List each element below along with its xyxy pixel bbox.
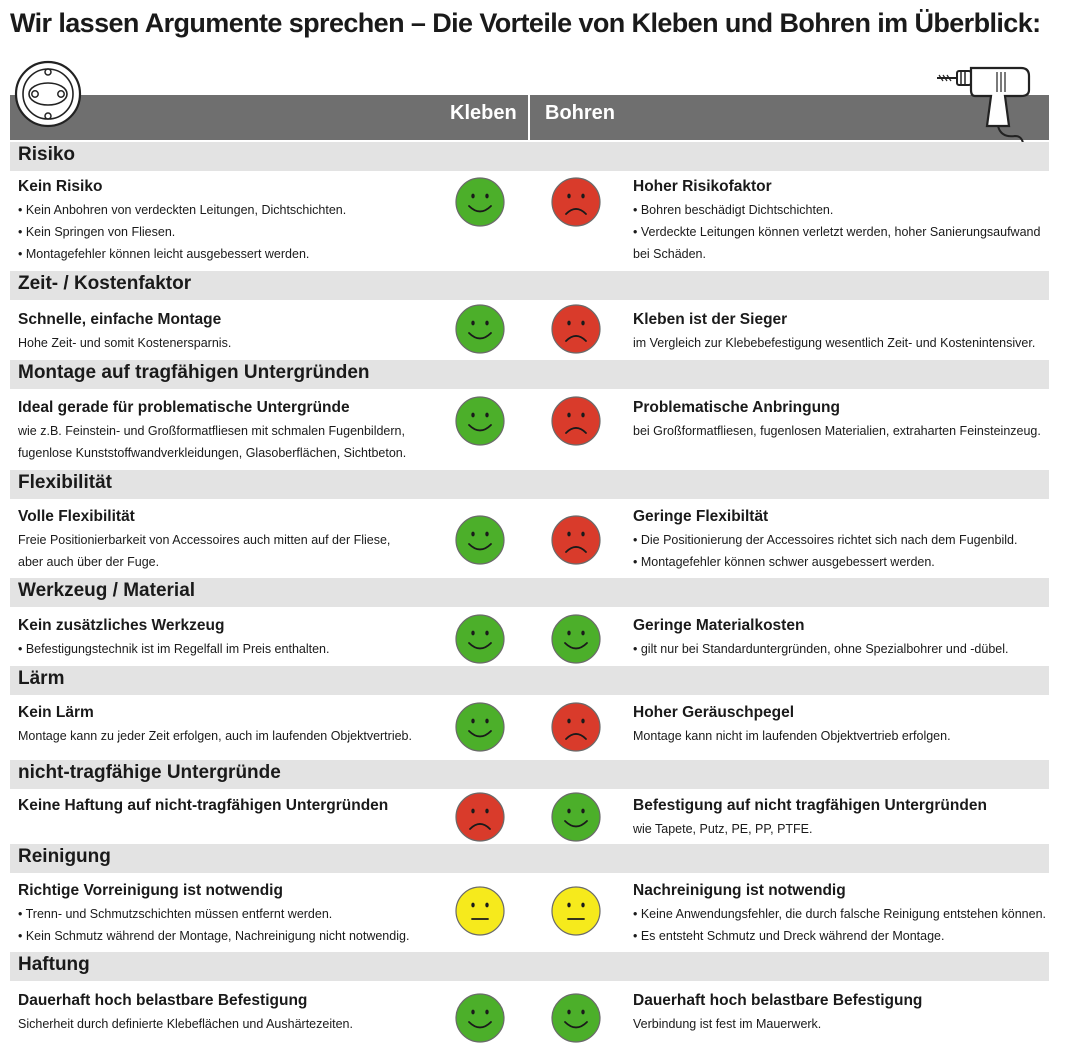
category-row [10, 952, 1049, 981]
category-label: Risiko [18, 144, 76, 165]
category-label: Werkzeug / Material [18, 580, 196, 601]
right-title: Dauerhaft hoch belastbare Befestigung [633, 992, 923, 1009]
category-row [10, 844, 1049, 873]
category-label: Lärm [18, 668, 65, 689]
left-title: Keine Haftung auf nicht-tragfähigen Untergründen [18, 797, 389, 814]
adhesive-disc-icon [14, 60, 82, 128]
neutral-face-icon [455, 886, 505, 936]
right-title: Geringe Materialkosten [633, 617, 805, 634]
left-title: Richtige Vorreinigung ist notwendig [18, 882, 283, 899]
right-column [633, 797, 987, 840]
header-divider [528, 95, 530, 140]
left-title: Ideal gerade für problematische Untergründe [18, 399, 350, 416]
header-bohren: Bohren [545, 102, 615, 124]
category-label: nicht-tragfähige Untergründe [18, 762, 281, 783]
left-text-line: • Befestigungstechnik ist im Regelfall im Preis enthalten. [18, 642, 330, 656]
left-text-line: • Kein Springen von Fliesen. [18, 225, 176, 239]
left-title: Schnelle, einfache Montage [18, 311, 222, 328]
happy-face-icon [455, 396, 505, 446]
left-text-line: Freie Positionierbarkeit von Accessoires auch mitten auf der Fliese, [18, 533, 391, 547]
right-column [633, 311, 1035, 354]
right-title: Geringe Flexibiltät [633, 508, 769, 525]
neutral-face-icon [551, 886, 601, 936]
left-text-line: • Trenn- und Schmutzschichten müssen entfernt werden. [18, 907, 333, 921]
right-text-line: bei Großformatfliesen, fugenlosen Materialien, extraharten Feinsteinzeug. [633, 424, 1041, 438]
left-column [18, 992, 353, 1035]
right-text-line: wie Tapete, Putz, PE, PP, PTFE. [633, 822, 813, 836]
left-text-line: fugenlose Kunststoffwandverkleidungen, Glasoberflächen, Sichtbeton. [18, 446, 407, 460]
left-column [18, 617, 329, 660]
left-column [18, 178, 346, 265]
right-title: Kleben ist der Sieger [633, 311, 788, 328]
left-column [18, 311, 231, 354]
category-label: Reinigung [18, 846, 111, 867]
happy-face-icon [455, 702, 505, 752]
right-text-line: • Verdeckte Leitungen können verletzt werden, hoher Sanierungsaufwand [633, 225, 1041, 239]
right-text-line: • Bohren beschädigt Dichtschichten. [633, 203, 834, 217]
right-column [633, 399, 1041, 442]
category-row [10, 360, 1049, 389]
sad-face-icon [551, 702, 601, 752]
header-kleben: Kleben [450, 102, 517, 124]
category-row [10, 142, 1049, 171]
happy-face-icon [455, 515, 505, 565]
category-label: Flexibilität [18, 472, 112, 493]
left-text-line: Sicherheit durch definierte Klebeflächen und Aushärtezeiten. [18, 1017, 353, 1031]
right-text-line: • gilt nur bei Standarduntergründen, ohne Spezialbohrer und -dübel. [633, 642, 1009, 656]
right-title: Problematische Anbringung [633, 399, 840, 416]
right-column [633, 882, 1046, 947]
right-title: Hoher Geräuschpegel [633, 704, 795, 721]
page-title: Wir lassen Argumente sprechen – Die Vorteile von Kleben und Bohren im Überblick: [10, 8, 1041, 38]
right-text-line: im Vergleich zur Klebebefestigung wesentlich Zeit- und Kostenintensiver. [633, 336, 1036, 350]
left-text-line: Montage kann zu jeder Zeit erfolgen, auch im laufenden Objektvertrieb. [18, 729, 412, 743]
right-text-line: bei Schäden. [633, 247, 706, 261]
right-text-line: • Montagefehler können schwer ausgebessert werden. [633, 555, 935, 569]
category-row [10, 578, 1049, 607]
left-text-line: wie z.B. Feinstein- und Großformatfliesen mit schmalen Fugenbildern, [18, 424, 405, 438]
left-title: Kein zusätzliches Werkzeug [18, 617, 225, 634]
category-label: Zeit- / Kostenfaktor [18, 273, 192, 294]
right-column [633, 992, 922, 1035]
right-title: Nachreinigung ist notwendig [633, 882, 846, 899]
happy-face-icon [551, 792, 601, 842]
category-row [10, 666, 1049, 695]
right-text-line: Montage kann nicht im laufenden Objektvertrieb erfolgen. [633, 729, 951, 743]
drill-icon [935, 66, 1039, 154]
left-column [18, 399, 406, 464]
sad-face-icon [551, 396, 601, 446]
left-text-line: • Montagefehler können leicht ausgebessert werden. [18, 247, 310, 261]
right-text-line: • Es entsteht Schmutz und Dreck während der Montage. [633, 929, 945, 943]
left-title: Dauerhaft hoch belastbare Befestigung [18, 992, 308, 1009]
right-column [633, 178, 1040, 265]
left-title: Kein Risiko [18, 178, 103, 195]
category-label: Montage auf tragfähigen Untergründen [18, 362, 370, 383]
sad-face-icon [551, 515, 601, 565]
right-text-line: Verbindung ist fest im Mauerwerk. [633, 1017, 822, 1031]
left-text-line: Hohe Zeit- und somit Kostenersparnis. [18, 336, 232, 350]
sad-face-icon [551, 304, 601, 354]
left-column [18, 797, 388, 818]
happy-face-icon [455, 304, 505, 354]
right-title: Befestigung auf nicht tragfähigen Untergründen [633, 797, 987, 814]
happy-face-icon [455, 993, 505, 1043]
right-text-line: • Keine Anwendungsfehler, die durch falsche Reinigung entstehen können. [633, 907, 1047, 921]
category-label: Haftung [18, 954, 90, 975]
happy-face-icon [455, 177, 505, 227]
left-title: Volle Flexibilität [18, 508, 135, 525]
sad-face-icon [551, 177, 601, 227]
happy-face-icon [551, 993, 601, 1043]
right-column [633, 704, 951, 747]
left-title: Kein Lärm [18, 704, 94, 721]
right-column [633, 617, 1008, 660]
category-row [10, 470, 1049, 499]
sad-face-icon [455, 792, 505, 842]
left-text-line: • Kein Anbohren von verdeckten Leitungen, Dichtschichten. [18, 203, 347, 217]
right-column [633, 508, 1017, 573]
right-title: Hoher Risikofaktor [633, 178, 772, 195]
happy-face-icon [551, 614, 601, 664]
right-text-line: • Die Positionierung der Accessoires richtet sich nach dem Fugenbild. [633, 533, 1018, 547]
category-row [10, 271, 1049, 300]
left-column [18, 508, 390, 573]
left-text-line: • Kein Schmutz während der Montage, Nachreinigung nicht notwendig. [18, 929, 410, 943]
happy-face-icon [455, 614, 505, 664]
left-column [18, 882, 409, 947]
category-row [10, 760, 1049, 789]
left-column [18, 704, 412, 747]
left-text-line: aber auch über der Fuge. [18, 555, 160, 569]
